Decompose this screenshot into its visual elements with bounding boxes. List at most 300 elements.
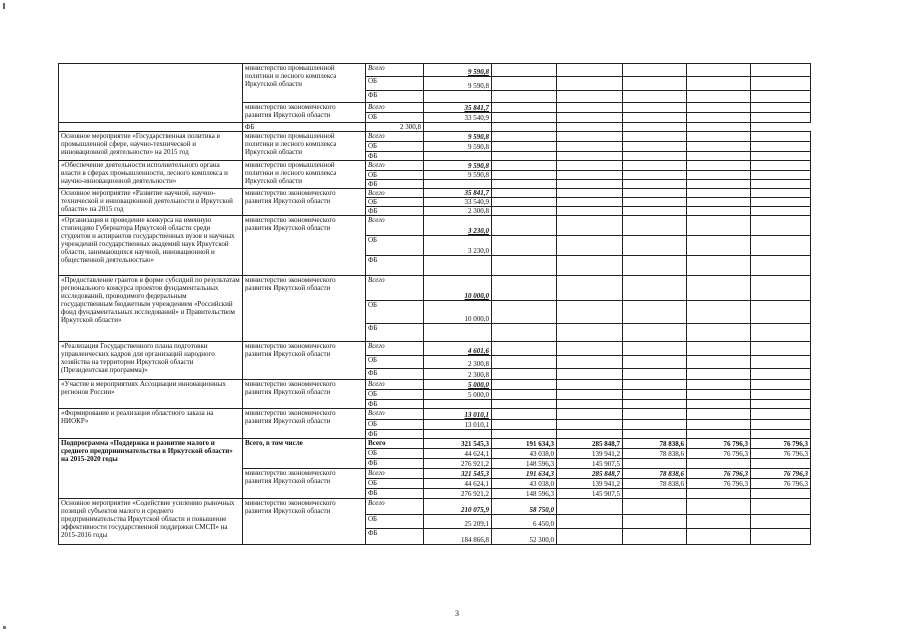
table-cell: «Участие в мероприятиях Ассоциации инновационных регионов России» (59, 380, 243, 409)
table-row (59, 439, 811, 449)
table-cell (751, 459, 811, 469)
table-cell: Всего (366, 103, 424, 113)
table-cell (492, 171, 557, 180)
table-cell: ФБ (366, 256, 424, 276)
table-cell (687, 515, 751, 529)
table-cell (751, 324, 811, 342)
table-cell (623, 171, 687, 180)
table-cell: ФБ (366, 459, 424, 469)
table-cell (623, 132, 687, 142)
table-cell (623, 276, 687, 301)
table-cell (623, 198, 687, 207)
table-cell (687, 276, 751, 301)
table-cell: ФБ (366, 430, 424, 439)
table-cell (687, 256, 751, 276)
table-cell: ОБ (366, 113, 424, 123)
table-cell: ОБ (366, 198, 424, 207)
table-cell: Всего (366, 64, 424, 77)
table-cell: 76 796,3 (751, 449, 811, 459)
table-cell (751, 342, 811, 356)
table-cell (557, 276, 623, 301)
table-cell (687, 529, 751, 545)
table-cell (557, 380, 623, 390)
scan-mark (3, 3, 5, 9)
table-cell (751, 409, 811, 420)
table-cell: 9 590,8 (424, 77, 492, 91)
table-cell (751, 189, 811, 198)
table-cell (687, 459, 751, 469)
table-cell (623, 430, 687, 439)
table-cell: ФБ (366, 152, 424, 161)
table-cell (623, 342, 687, 356)
table-cell (623, 207, 687, 216)
table-cell (557, 499, 623, 515)
table-cell (687, 216, 751, 236)
table-cell: ФБ (366, 207, 424, 216)
table-cell (623, 499, 687, 515)
table-cell: министерство промышленной политики и лесного комплекса Иркутской области (243, 132, 366, 161)
table-cell: 78 838,6 (623, 449, 687, 459)
table-cell: 9 590,8 (424, 142, 492, 152)
table-cell (623, 103, 687, 113)
table-cell: 321 545,3 (424, 439, 492, 449)
table-cell (623, 356, 687, 369)
table-row (59, 132, 811, 142)
table-cell: Всего (366, 499, 424, 515)
table-cell (687, 489, 751, 499)
table-cell: ОБ (366, 236, 424, 256)
table-cell: 76 796,3 (687, 439, 751, 449)
table-cell (751, 390, 811, 400)
table-cell (557, 256, 623, 276)
table-cell: 43 038,0 (492, 479, 557, 489)
table-cell (59, 123, 243, 132)
table-cell (492, 91, 557, 103)
table-cell (623, 400, 687, 409)
table-cell: министерство экономического развития Иркутской области (243, 189, 366, 216)
table-cell: «Обеспечение деятельности исполнительного органа власти в сферах промышленности, лесного комплекса и научно-инновационной деятельности» (59, 161, 243, 189)
table-cell (557, 236, 623, 256)
table-cell (751, 499, 811, 515)
table-cell (557, 515, 623, 529)
table-cell (687, 123, 751, 132)
table-cell: ФБ (366, 91, 424, 103)
table-cell: ФБ (366, 489, 424, 499)
table-cell (623, 236, 687, 256)
table-cell: ФБ (243, 123, 366, 132)
table-cell (751, 103, 811, 113)
table-cell: Основное мероприятие «Государственная политика в промышленной сфере, научно-технической и инновационной деятельности» на 2015 год (59, 132, 243, 161)
table-cell (751, 489, 811, 499)
table-cell (751, 152, 811, 161)
table-cell (492, 409, 557, 420)
table-cell (59, 64, 243, 123)
table-cell (557, 91, 623, 103)
table-cell: «Предоставление грантов в форме субсидий по результатам регионального конкурса проектов фундаментальных исследований, проводимого федеральным государственным бюджетным учреждением «Российский фонд фундаментальных исследований» и Правительством Иркутской области» (59, 276, 243, 342)
table-cell (623, 409, 687, 420)
table-cell (687, 103, 751, 113)
table-cell: министерство экономического развития Иркутской области (243, 499, 366, 545)
table-cell: Всего (366, 276, 424, 301)
table-cell (623, 324, 687, 342)
table-cell (492, 256, 557, 276)
table-cell (492, 180, 557, 189)
table-cell (557, 207, 623, 216)
table-cell (557, 123, 623, 132)
table-cell (492, 123, 557, 132)
table-cell (751, 400, 811, 409)
table-cell: 58 750,0 (492, 499, 557, 515)
table-cell: 148 596,3 (492, 459, 557, 469)
table-cell: Основное мероприятие «Содействие усилению рыночных позиций субъектов малого и среднего предпринимательства Иркутской области и повышение эффективности государственной поддержки СМСП» на 2015-2016 годы (59, 499, 243, 545)
table-cell (687, 198, 751, 207)
table-cell (687, 171, 751, 180)
table-row (59, 216, 811, 236)
table-cell (751, 113, 811, 123)
table-cell (492, 142, 557, 152)
table-cell: 276 921,2 (424, 459, 492, 469)
table-cell: 184 866,8 (424, 529, 492, 545)
table-cell (492, 189, 557, 198)
table-cell: 76 796,3 (751, 479, 811, 489)
table-cell (687, 207, 751, 216)
table-cell: Всего (366, 132, 424, 142)
table-row (59, 64, 811, 77)
table-cell (623, 91, 687, 103)
table-cell: Всего (366, 380, 424, 390)
table-row (59, 123, 811, 132)
table-cell (687, 342, 751, 356)
table-cell (751, 276, 811, 301)
table-cell: 2 300,8 (424, 369, 492, 380)
table-cell: 3 230,0 (424, 236, 492, 256)
table-cell: ФБ (366, 400, 424, 409)
table-cell (492, 77, 557, 91)
table-cell (751, 161, 811, 171)
table-cell: ОБ (366, 77, 424, 91)
table-cell (687, 409, 751, 420)
table-cell (557, 64, 623, 77)
table-cell (623, 152, 687, 161)
table-cell (687, 380, 751, 390)
table-row (59, 409, 811, 420)
table-cell: ОБ (366, 449, 424, 459)
table-cell (687, 132, 751, 142)
table-cell (557, 103, 623, 113)
table-cell (557, 390, 623, 400)
table-cell (557, 430, 623, 439)
table-cell (424, 91, 492, 103)
table-cell: 76 796,3 (687, 469, 751, 479)
table-cell (623, 113, 687, 123)
table-cell (687, 142, 751, 152)
table-cell: Всего (366, 189, 424, 198)
table-cell (687, 324, 751, 342)
table-row (59, 276, 811, 301)
table-cell (557, 420, 623, 430)
table-cell (751, 420, 811, 430)
table-cell (751, 236, 811, 256)
table-cell: 148 596,3 (492, 489, 557, 499)
table-cell (492, 113, 557, 123)
table-cell: 44 624,1 (424, 479, 492, 489)
table-cell (557, 142, 623, 152)
table-cell: Всего (366, 216, 424, 236)
table-cell (424, 324, 492, 342)
table-cell (751, 198, 811, 207)
table-cell: 35 841,7 (424, 189, 492, 198)
table-cell: ФБ (366, 180, 424, 189)
table-row (59, 499, 811, 515)
table-cell (557, 342, 623, 356)
table-cell: 76 796,3 (687, 449, 751, 459)
table-cell (492, 64, 557, 77)
table-cell: 285 848,7 (557, 439, 623, 449)
table-cell (557, 216, 623, 236)
table-cell (687, 64, 751, 77)
table-cell (557, 171, 623, 180)
table-cell (557, 409, 623, 420)
table-cell: министерство промышленной политики и лесного комплекса Иркутской области (243, 64, 366, 103)
table-cell: 139 941,2 (557, 479, 623, 489)
table-cell (623, 180, 687, 189)
table-cell (623, 256, 687, 276)
table-cell (424, 123, 492, 132)
table-cell (492, 400, 557, 409)
table-cell (751, 515, 811, 529)
table-cell (557, 113, 623, 123)
table-cell (492, 198, 557, 207)
table-cell (557, 301, 623, 324)
table-cell: 145 907,5 (557, 489, 623, 499)
table-cell: министерство экономического развития Иркутской области (243, 216, 366, 276)
table-cell: Всего (366, 409, 424, 420)
table-cell (424, 430, 492, 439)
table-cell: 191 634,3 (492, 469, 557, 479)
table-cell (687, 420, 751, 430)
table-cell (623, 64, 687, 77)
table-cell (557, 369, 623, 380)
table-row (59, 380, 811, 390)
table-cell: «Организация и проведение конкурса на именную стипендию Губернатора Иркутской области среди студентов и аспирантов государственных вузов и научных учреждений государственных академий наук Иркутской области, занимающихся научной, инновационной и общественной деятельностью» (59, 216, 243, 276)
table-cell: 10 000,0 (424, 301, 492, 324)
table-cell: 145 907,5 (557, 459, 623, 469)
table-cell: 191 634,3 (492, 439, 557, 449)
table-cell (751, 77, 811, 91)
table-cell: Всего (366, 342, 424, 356)
table-cell (492, 356, 557, 369)
table-cell (492, 390, 557, 400)
table-cell (623, 420, 687, 430)
table-cell: 285 848,7 (557, 469, 623, 479)
table-cell (557, 198, 623, 207)
table-cell: 9 590,8 (424, 171, 492, 180)
table-cell (557, 152, 623, 161)
table-cell (687, 400, 751, 409)
table-cell: 10 000,0 (424, 276, 492, 301)
table-cell (687, 91, 751, 103)
table-cell: ОБ (366, 390, 424, 400)
table-cell: ОБ (366, 142, 424, 152)
table-cell (557, 189, 623, 198)
table-cell: ОБ (366, 515, 424, 529)
scan-mark (3, 626, 6, 629)
table-cell (623, 489, 687, 499)
table-cell (687, 356, 751, 369)
table-cell (687, 430, 751, 439)
table-cell (687, 499, 751, 515)
table-cell (687, 390, 751, 400)
table-cell: «Реализация Государственного плана подготовки управленческих кадров для организаций народного хозяйства на территории Иркутской области (Президентская программа)» (59, 342, 243, 380)
table-cell (557, 132, 623, 142)
table-cell: ОБ (366, 301, 424, 324)
table-cell (557, 529, 623, 545)
table-cell (492, 207, 557, 216)
page-number: 3 (455, 609, 459, 618)
table-cell (557, 161, 623, 171)
table-cell: ОБ (366, 356, 424, 369)
table-cell: министерство экономического развития Иркутской области (243, 276, 366, 342)
table-cell (751, 369, 811, 380)
table-cell (557, 400, 623, 409)
table-cell: 76 796,3 (751, 439, 811, 449)
table-cell (751, 132, 811, 142)
table-cell: ФБ (366, 529, 424, 545)
budget-table (58, 63, 811, 545)
table-cell (751, 64, 811, 77)
table-cell: 25 209,1 (424, 515, 492, 529)
table-cell: ОБ (366, 420, 424, 430)
table-cell: 321 545,3 (424, 469, 492, 479)
table-cell (687, 189, 751, 198)
table-cell (492, 324, 557, 342)
table-cell: 9 590,8 (424, 132, 492, 142)
table-cell (623, 301, 687, 324)
table-cell: 9 590,8 (424, 161, 492, 171)
table-cell (687, 180, 751, 189)
table-cell: Всего, в том числе (243, 439, 366, 469)
table-cell: 276 921,2 (424, 489, 492, 499)
table-cell: министерство экономического развития Иркутской области (243, 342, 366, 380)
table-cell (623, 77, 687, 91)
table-cell (751, 207, 811, 216)
table-cell (492, 342, 557, 356)
table-cell: 9 590,8 (424, 64, 492, 77)
table-cell (492, 301, 557, 324)
table-cell: 6 450,0 (492, 515, 557, 529)
table-cell (492, 152, 557, 161)
table-row (59, 161, 811, 171)
table-row (59, 342, 811, 356)
table-cell: 52 300,0 (492, 529, 557, 545)
table-cell: 76 796,3 (687, 479, 751, 489)
table-cell (557, 356, 623, 369)
table-cell (623, 216, 687, 236)
table-cell (424, 180, 492, 189)
table-cell (751, 256, 811, 276)
table-cell: 4 601,6 (424, 342, 492, 356)
table-cell (623, 529, 687, 545)
table-body (59, 64, 811, 545)
table-cell (751, 91, 811, 103)
table-cell (751, 380, 811, 390)
table-cell: 43 038,0 (492, 449, 557, 459)
table-cell (751, 216, 811, 236)
table-cell (424, 152, 492, 161)
table-cell (424, 256, 492, 276)
table-cell: 5 000,0 (424, 380, 492, 390)
table-cell (492, 161, 557, 171)
table-cell (492, 216, 557, 236)
table-cell: «Формирование и реализация областного заказа на НИОКР» (59, 409, 243, 439)
table-cell: 13 010,1 (424, 420, 492, 430)
table-cell: 5 000,0 (424, 390, 492, 400)
table-cell: 13 010,1 (424, 409, 492, 420)
table-cell (623, 390, 687, 400)
table-cell (751, 356, 811, 369)
table-cell (751, 180, 811, 189)
table-cell: министерство промышленной политики и лесного комплекса Иркутской области (243, 161, 366, 189)
table-cell: 44 624,1 (424, 449, 492, 459)
table-cell (492, 132, 557, 142)
table-cell (424, 400, 492, 409)
table-cell: министерство экономического развития Иркутской области (243, 469, 366, 499)
table-cell (687, 236, 751, 256)
table-cell (623, 189, 687, 198)
table-cell (751, 301, 811, 324)
table-cell: ОБ (366, 171, 424, 180)
table-cell: Основное мероприятие «Развитие научной, научно-технической и инновационной деятельности в Иркутской области» на 2015 год (59, 189, 243, 216)
table-cell (623, 515, 687, 529)
table-cell: 33 540,9 (424, 113, 492, 123)
table-cell (751, 430, 811, 439)
table-cell: 2 300,8 (366, 123, 424, 132)
table-cell: 210 075,9 (424, 499, 492, 515)
table-cell: ФБ (366, 324, 424, 342)
table-cell: Всего (366, 469, 424, 479)
table-cell: 3 230,0 (424, 216, 492, 236)
table-cell: 78 838,6 (623, 479, 687, 489)
table-cell: 2 300,8 (424, 207, 492, 216)
table-cell (492, 236, 557, 256)
table-cell (492, 369, 557, 380)
table-cell: министерство экономического развития Иркутской области (243, 380, 366, 409)
table-cell (492, 380, 557, 390)
table-cell (492, 430, 557, 439)
table-cell (623, 142, 687, 152)
table-cell: Всего (366, 161, 424, 171)
table-cell (751, 171, 811, 180)
table-cell (492, 103, 557, 113)
table-cell (557, 180, 623, 189)
table-cell (557, 324, 623, 342)
table-cell (623, 380, 687, 390)
table-cell (687, 369, 751, 380)
table-cell (751, 529, 811, 545)
table-cell (687, 77, 751, 91)
table-cell (557, 77, 623, 91)
table-cell: 35 841,7 (424, 103, 492, 113)
table-cell: ФБ (366, 369, 424, 380)
table-cell (623, 459, 687, 469)
table-cell (492, 276, 557, 301)
table-cell: министерство экономического развития Иркутской области (243, 409, 366, 439)
table-cell (687, 301, 751, 324)
table-cell (623, 369, 687, 380)
table-cell (687, 161, 751, 171)
table-cell: Всего (366, 439, 424, 449)
table-cell: 78 838,6 (623, 469, 687, 479)
